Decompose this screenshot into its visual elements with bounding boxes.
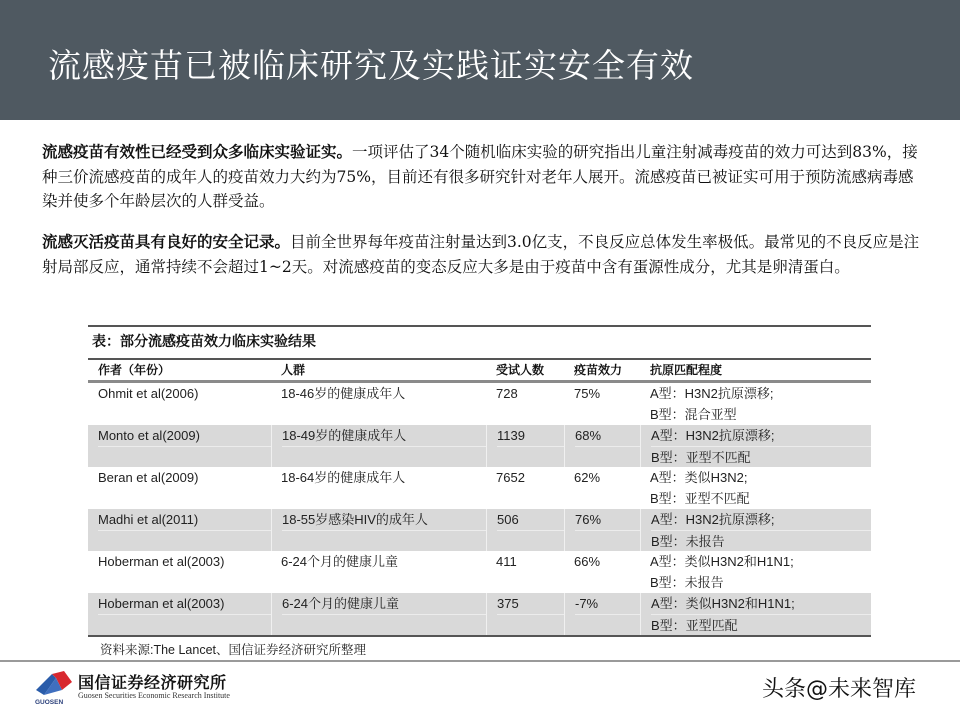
footer-divider	[0, 660, 960, 662]
table-row	[88, 425, 871, 467]
cell-author-text: Madhi et al(2011)	[98, 512, 199, 527]
cell-antigen-match-text: A型：H3N2抗原漂移;	[651, 512, 775, 527]
cell-efficacy	[564, 425, 640, 467]
empty-subline	[497, 614, 564, 635]
empty-subline	[281, 404, 486, 425]
cell-antigen-match	[640, 425, 871, 467]
cell-subjects	[486, 551, 564, 593]
cell-antigen-match	[640, 509, 871, 551]
cell-author	[88, 593, 271, 635]
paragraph-lead: 流感疫苗有效性已经受到众多临床实验证实。	[42, 143, 353, 161]
empty-subline	[574, 404, 640, 425]
empty-subline	[98, 614, 271, 635]
cell-antigen-match-text: A型：类似H3N2和H1N1;	[651, 596, 795, 611]
cell-subjects-text: 411	[496, 554, 517, 569]
paragraph-efficacy	[42, 140, 922, 214]
paragraph-safety	[42, 230, 922, 279]
cell-antigen-match-text: A型：类似H3N2;	[650, 470, 748, 485]
empty-subline	[282, 446, 486, 467]
cell-antigen-match	[640, 467, 871, 509]
empty-subline	[497, 530, 564, 551]
cell-antigen-match	[640, 383, 871, 425]
empty-subline	[98, 404, 271, 425]
cell-antigen-match-text: B型：混合亚型	[650, 407, 737, 422]
cell-author-text: Ohmit et al(2006)	[98, 386, 199, 401]
cell-antigen-match-text: B型：未报告	[651, 530, 871, 551]
empty-subline	[281, 488, 486, 509]
cell-antigen-match-text: B型：亚型不匹配	[650, 491, 750, 506]
column-header-population: 人群	[281, 363, 306, 377]
cell-author-text: Monto et al(2009)	[98, 428, 200, 443]
cell-antigen-match	[640, 551, 871, 593]
table-row	[88, 509, 871, 551]
empty-subline	[497, 446, 564, 467]
cell-author	[88, 509, 271, 551]
table-row	[88, 467, 871, 509]
cell-population	[271, 551, 486, 593]
cell-population-text: 18-64岁的健康成年人	[281, 470, 406, 485]
column-header-subjects: 受试人数	[496, 363, 545, 377]
empty-subline	[98, 572, 271, 593]
table-caption: 表：部分流感疫苗效力临床实验结果	[92, 334, 316, 350]
cell-subjects	[486, 467, 564, 509]
column-header-author: 作者（年份）	[98, 363, 171, 377]
empty-subline	[575, 446, 640, 467]
cell-efficacy	[564, 509, 640, 551]
cell-antigen-match-text: A型：类似H3N2和H1N1;	[650, 554, 794, 569]
cell-antigen-match	[640, 593, 871, 635]
cell-efficacy-text: 75%	[574, 386, 601, 401]
cell-author-text: Hoberman et al(2003)	[98, 554, 225, 569]
watermark: 头条@未来智库	[762, 677, 917, 702]
empty-subline	[575, 530, 640, 551]
page-title: 流感疫苗已被临床研究及实践证实安全有效	[48, 46, 694, 85]
cell-subjects-text: 7652	[496, 470, 525, 485]
cell-subjects	[486, 509, 564, 551]
column-header-antigen-match: 抗原匹配程度	[650, 363, 723, 377]
cell-population-text: 18-55岁感染HIV的成年人	[282, 512, 428, 527]
cell-subjects-text: 1139	[497, 428, 525, 443]
paragraph-lead: 流感灭活疫苗具有良好的安全记录。	[42, 233, 291, 251]
cell-efficacy	[564, 593, 640, 635]
cell-population	[271, 425, 486, 467]
table-row	[88, 593, 871, 635]
column-header-efficacy: 疫苗效力	[574, 363, 623, 377]
empty-subline	[98, 446, 271, 467]
paragraph-body: 一项评估了34个随机临床实验的研究指出儿童注射减毒疫苗的效力可达到83%，接种三价流感疫苗的成年人的疫苗效力大约为75%，目前还有很多研究针对老年人展开。流感疫苗已被证实可用于预防流感病毒感染并使多个年龄层次的人群受益。	[42, 143, 918, 210]
cell-subjects	[486, 593, 564, 635]
table-header-row	[88, 360, 871, 380]
cell-population	[271, 467, 486, 509]
cell-author	[88, 383, 271, 425]
cell-efficacy-text: 76%	[575, 512, 602, 527]
empty-subline	[574, 572, 640, 593]
paragraph-body: 目前全世界每年疫苗注射量达到3.0亿支，不良反应总体发生率极低。最常见的不良反应是注射局部反应，通常持续不会超过1~2天。对流感疫苗的变态反应大多是由于疫苗中含有蛋源性成分，尤其是卵清蛋白。	[42, 233, 920, 276]
empty-subline	[575, 614, 640, 635]
table-row	[88, 551, 871, 593]
cell-efficacy-text: 66%	[574, 554, 601, 569]
table-row	[88, 383, 871, 425]
cell-population-text: 6-24个月的健康儿童	[282, 596, 400, 611]
cell-subjects	[486, 425, 564, 467]
cell-efficacy-text: -7%	[575, 596, 599, 611]
cell-population	[271, 593, 486, 635]
cell-antigen-match-text: A型：H3N2抗原漂移;	[651, 428, 775, 443]
cell-subjects-text: 375	[497, 596, 519, 611]
cell-subjects	[486, 383, 564, 425]
cell-antigen-match-text: B型：亚型不匹配	[651, 446, 871, 467]
cell-author-text: Hoberman et al(2003)	[98, 596, 225, 611]
empty-subline	[282, 530, 486, 551]
title-banner	[0, 0, 960, 120]
guosen-logo-icon	[34, 668, 74, 706]
cell-author	[88, 551, 271, 593]
empty-subline	[496, 572, 564, 593]
cell-author-text: Beran et al(2009)	[98, 470, 199, 485]
cell-efficacy	[564, 467, 640, 509]
cell-population-text: 18-46岁的健康成年人	[281, 386, 406, 401]
table-source-note: 资料来源:The Lancet、国信证券经济研究所整理	[100, 643, 367, 657]
cell-population-text: 6-24个月的健康儿童	[281, 554, 399, 569]
cell-author	[88, 467, 271, 509]
empty-subline	[496, 404, 564, 425]
empty-subline	[574, 488, 640, 509]
cell-population	[271, 509, 486, 551]
empty-subline	[282, 614, 486, 635]
cell-efficacy-text: 68%	[575, 428, 602, 443]
cell-antigen-match-text: A型：H3N2抗原漂移;	[650, 386, 774, 401]
logo-label: GUOSEN	[35, 699, 64, 706]
empty-subline	[98, 488, 271, 509]
cell-efficacy	[564, 383, 640, 425]
cell-population-text: 18-49岁的健康成年人	[282, 428, 407, 443]
org-name-cn: 国信证券经济研究所	[78, 673, 227, 692]
empty-subline	[281, 572, 486, 593]
org-name-en: Guosen Securities Economic Research Institute	[78, 691, 230, 700]
cell-antigen-match-text: B型：未报告	[650, 575, 724, 590]
efficacy-table	[88, 325, 871, 661]
cell-efficacy-text: 62%	[574, 470, 601, 485]
cell-population	[271, 383, 486, 425]
cell-antigen-match-text: B型：亚型匹配	[651, 614, 871, 635]
cell-subjects-text: 506	[497, 512, 519, 527]
empty-subline	[98, 530, 271, 551]
empty-subline	[496, 488, 564, 509]
cell-author	[88, 425, 271, 467]
cell-efficacy	[564, 551, 640, 593]
cell-subjects-text: 728	[496, 386, 518, 401]
